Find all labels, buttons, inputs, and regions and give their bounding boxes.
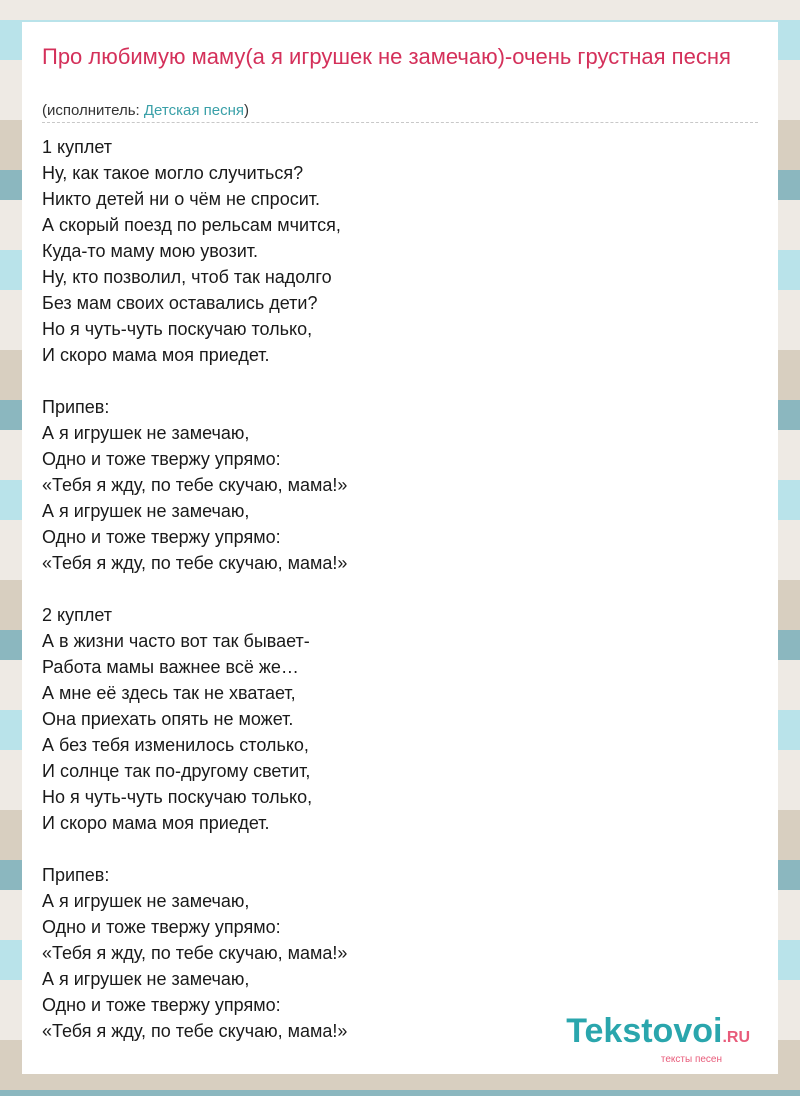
lyric-line: Куда-то маму мою увозит. bbox=[42, 241, 259, 261]
logo-main-text: Tekstovoi bbox=[566, 1012, 723, 1050]
lyric-line: Припев: bbox=[42, 397, 110, 417]
site-logo[interactable] bbox=[566, 1013, 750, 1066]
lyrics-text bbox=[42, 134, 742, 1044]
lyric-line: «Тебя я жду, по тебе скучаю, мама!» bbox=[42, 553, 348, 573]
logo-tagline: тексты песен bbox=[660, 1054, 722, 1065]
lyric-line: А я игрушек не замечаю, bbox=[42, 501, 250, 521]
lyric-line: Ну, как такое могло случиться? bbox=[42, 163, 304, 183]
lyric-line: Одно и тоже твержу упрямо: bbox=[42, 527, 281, 547]
artist-prefix: (исполнитель: bbox=[42, 102, 144, 119]
lyric-line: Без мам своих оставались дети? bbox=[42, 293, 318, 313]
artist-link[interactable]: Детская песня bbox=[143, 102, 244, 119]
logo-wordmark bbox=[566, 1013, 750, 1056]
lyric-line: «Тебя я жду, по тебе скучаю, мама!» bbox=[42, 475, 348, 495]
lyric-line bbox=[42, 368, 742, 394]
lyric-line: Она приехать опять не может. bbox=[42, 709, 294, 729]
lyric-line: И скоро мама моя приедет. bbox=[42, 345, 270, 365]
lyric-line: А скорый поезд по рельсам мчится, bbox=[42, 215, 341, 235]
lyric-line bbox=[42, 576, 742, 602]
lyric-line: 2 куплет bbox=[42, 605, 112, 625]
lyric-line: «Тебя я жду, по тебе скучаю, мама!» bbox=[42, 943, 348, 963]
title-divider bbox=[42, 122, 758, 123]
lyrics-card bbox=[22, 22, 778, 1074]
lyric-line: А в жизни часто вот так бывает- bbox=[42, 631, 310, 651]
lyric-line: Одно и тоже твержу упрямо: bbox=[42, 995, 281, 1015]
lyric-line: «Тебя я жду, по тебе скучаю, мама!» bbox=[42, 1021, 348, 1041]
lyric-line: И скоро мама моя приедет. bbox=[42, 813, 270, 833]
lyric-line: Одно и тоже твержу упрямо: bbox=[42, 917, 281, 937]
lyric-line: Но я чуть-чуть поскучаю только, bbox=[42, 787, 313, 807]
lyric-line bbox=[42, 836, 742, 862]
song-title: Про любимую маму(а я игрушек не замечаю)-очень грустная песня bbox=[42, 44, 731, 69]
lyric-line: Никто детей ни о чём не спросит. bbox=[42, 189, 321, 209]
lyric-line: А я игрушек не замечаю, bbox=[42, 891, 250, 911]
lyric-line: Ну, кто позволил, чтоб так надолго bbox=[42, 267, 332, 287]
artist-line bbox=[42, 102, 249, 119]
lyric-line: Припев: bbox=[42, 865, 110, 885]
lyric-line: Одно и тоже твержу упрямо: bbox=[42, 449, 281, 469]
artist-suffix: ) bbox=[243, 102, 249, 119]
lyric-line: А я игрушек не замечаю, bbox=[42, 423, 250, 443]
lyric-line: Работа мамы важнее всё же… bbox=[42, 657, 299, 677]
lyric-line: 1 куплет bbox=[42, 137, 112, 157]
lyric-line: А мне её здесь так не хватает, bbox=[42, 683, 296, 703]
lyric-line: И солнце так по-другому светит, bbox=[42, 761, 311, 781]
logo-domain: .RU bbox=[722, 1029, 750, 1046]
lyric-line: А без тебя изменилось столько, bbox=[42, 735, 309, 755]
lyric-line: А я игрушек не замечаю, bbox=[42, 969, 250, 989]
lyric-line: Но я чуть-чуть поскучаю только, bbox=[42, 319, 313, 339]
